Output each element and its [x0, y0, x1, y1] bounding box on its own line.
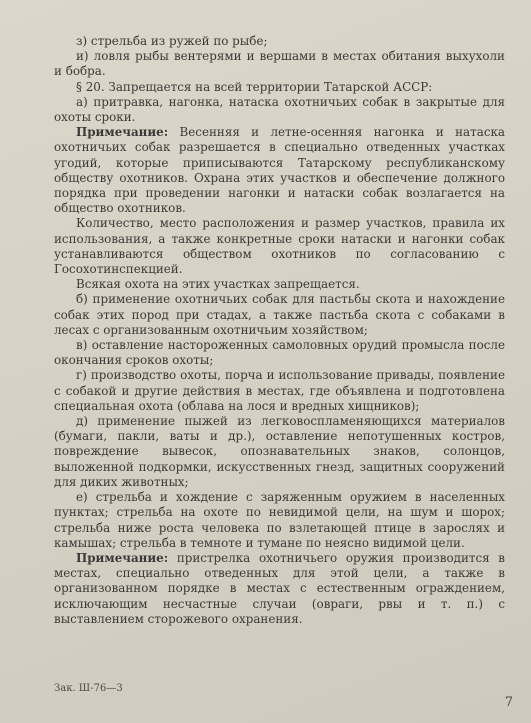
paragraph-d: д) применение пыжей из легковоспламеняющихся материалов (бумаги, пакли, ваты и др.), оставление непотушенных костров, повреждение вывесок, опознавательных знаков, солонцов, выложенной подкормки, искусственных гнезд, защитных сооружений для диких животных;: [54, 414, 505, 489]
paragraph-quantity: Количество, место расположения и размер участков, правила их использования, а также конкретные сроки натаски и нагонки собак устанавливаются обществом охотников по согласованию с Госохотинспекцией.: [54, 216, 505, 277]
note-2: Примечание: пристрелка охотничьего оружия производится в местах, специально отведенных для этой цели, а также в организованном порядке в местах с естественным ограждением, исключающим несчастные случаи (овраги, рвы и т. п.) с выставлением сторожевого охранения.: [54, 550, 505, 626]
print-order-number: Зак. Ш-76—3: [54, 683, 123, 694]
paragraph-v: в) оставление настороженных самоловных орудий промысла после окончания сроков охоты;: [54, 338, 505, 368]
page-number: 7: [504, 695, 513, 710]
note-2-label: Примечание:: [76, 550, 169, 565]
note-1-label: Примечание:: [76, 125, 169, 140]
paragraph-z: з) стрельба из ружей по рыбе;: [76, 34, 268, 48]
section-20-heading: § 20. Запрещается на всей территории Татарской АССР:: [76, 79, 433, 94]
paragraph-g: г) производство охоты, порча и использование привады, появление с собакой и другие действия в местах, где объявлена и подготовлена специальная охота (облава на лося и вредных хищников);: [54, 368, 505, 413]
paragraph-i: и) ловля рыбы вентерями и вершами в местах обитания выхухоли и бобра.: [54, 49, 505, 79]
paragraph-a: а) притравка, нагонка, натаска охотничьих собак в закрытые для охоты сроки.: [54, 94, 505, 125]
paragraph-e: е) стрельба и хождение с заряженным оружием в населенных пунктах; стрельба на охоте по невидимой цели, на шум и шорох; стрельба ниже роста человека по взлетающей птице в зарослях и камышах; стрельба в темноте и тумане по неясно видимой цели.: [54, 490, 505, 550]
paragraph-all-hunting: Всякая охота на этих участках запрещается.: [76, 277, 360, 292]
note-1: Примечание: Весенняя и летне-осенняя нагонка и натаска охотничьих собак разрешается в специально отведенных участках угодий, которые приписываются Татарскому республиканскому обществу охотников. Охрана этих участков и обеспечение должного порядка при проведении нагонки и натаски собак возлагается на общество охотников.: [54, 125, 505, 216]
paragraph-b: б) применение охотничьих собак для пастьбы скота и нахождение собак этих пород при стадах, а также пастьба скота с собаками в лесах с организованным охотничьим хозяйством;: [54, 292, 505, 337]
body-text: [54, 34, 505, 627]
